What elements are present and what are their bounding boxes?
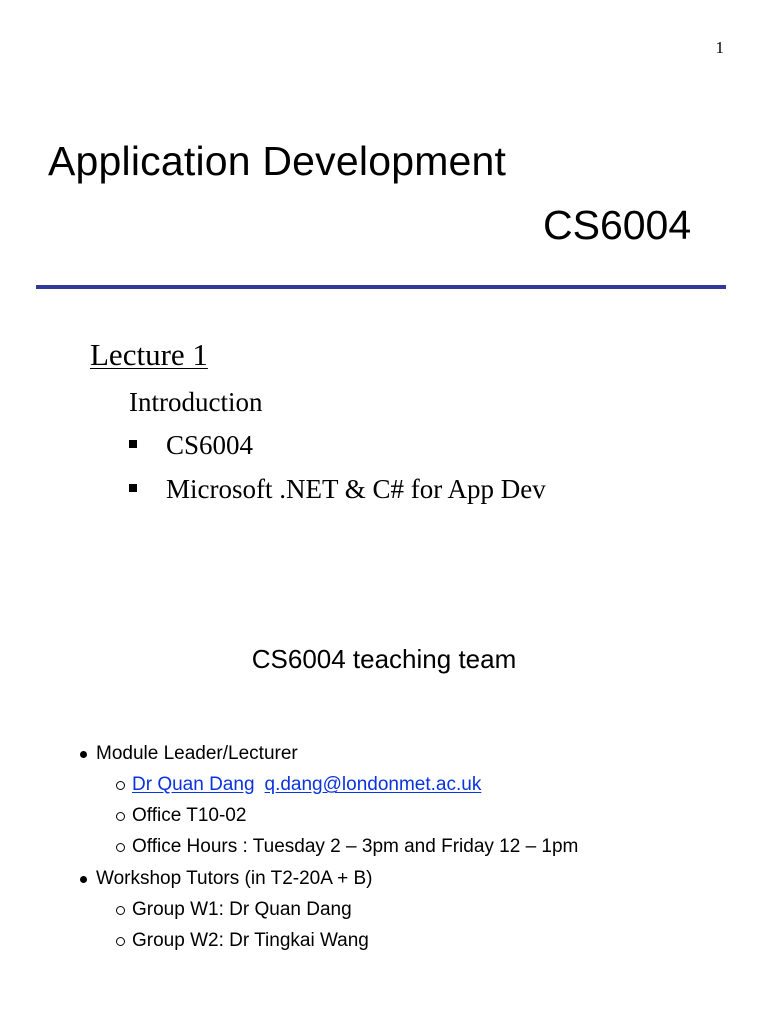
page-number: 1 [715, 38, 724, 57]
page-title: Application Development [48, 138, 507, 184]
topic-item [129, 474, 546, 505]
circle-bullet-icon [116, 781, 125, 790]
list-item [80, 743, 298, 765]
lecture-heading: Lecture 1 [90, 337, 208, 372]
list-item [116, 836, 578, 858]
bullet-icon [80, 876, 87, 883]
workshop-label: Workshop Tutors (in T2-20A + B) [96, 868, 373, 889]
lecture-subheading: Introduction [129, 387, 263, 417]
module-leader-label: Module Leader/Lecturer [96, 743, 298, 764]
topic-label: Microsoft .NET & C# for App Dev [166, 474, 546, 504]
circle-bullet-icon [116, 812, 125, 821]
square-bullet-icon [129, 440, 137, 448]
topic-label: CS6004 [166, 430, 254, 460]
topic-item [129, 430, 253, 461]
circle-bullet-icon [116, 906, 125, 915]
list-item [116, 930, 369, 952]
course-code: CS6004 [543, 202, 692, 248]
bullet-icon [80, 751, 87, 758]
group-item: Group W1: Dr Quan Dang [132, 899, 352, 920]
list-item [116, 899, 352, 921]
list-item [116, 805, 246, 827]
office-location: Office T10-02 [132, 805, 247, 826]
leader-name-link[interactable]: Dr Quan Dang [132, 774, 255, 795]
office-hours: Office Hours : Tuesday 2 – 3pm and Friday 12 – 1pm [132, 836, 579, 857]
group-item: Group W2: Dr Tingkai Wang [132, 930, 369, 951]
team-heading: CS6004 teaching team [251, 644, 517, 674]
title-divider [36, 285, 726, 289]
list-item [80, 868, 373, 890]
circle-bullet-icon [116, 843, 125, 852]
leader-email-link[interactable]: q.dang@londonmet.ac.uk [264, 774, 482, 795]
list-item [116, 774, 481, 796]
circle-bullet-icon [116, 937, 125, 946]
square-bullet-icon [129, 484, 137, 492]
